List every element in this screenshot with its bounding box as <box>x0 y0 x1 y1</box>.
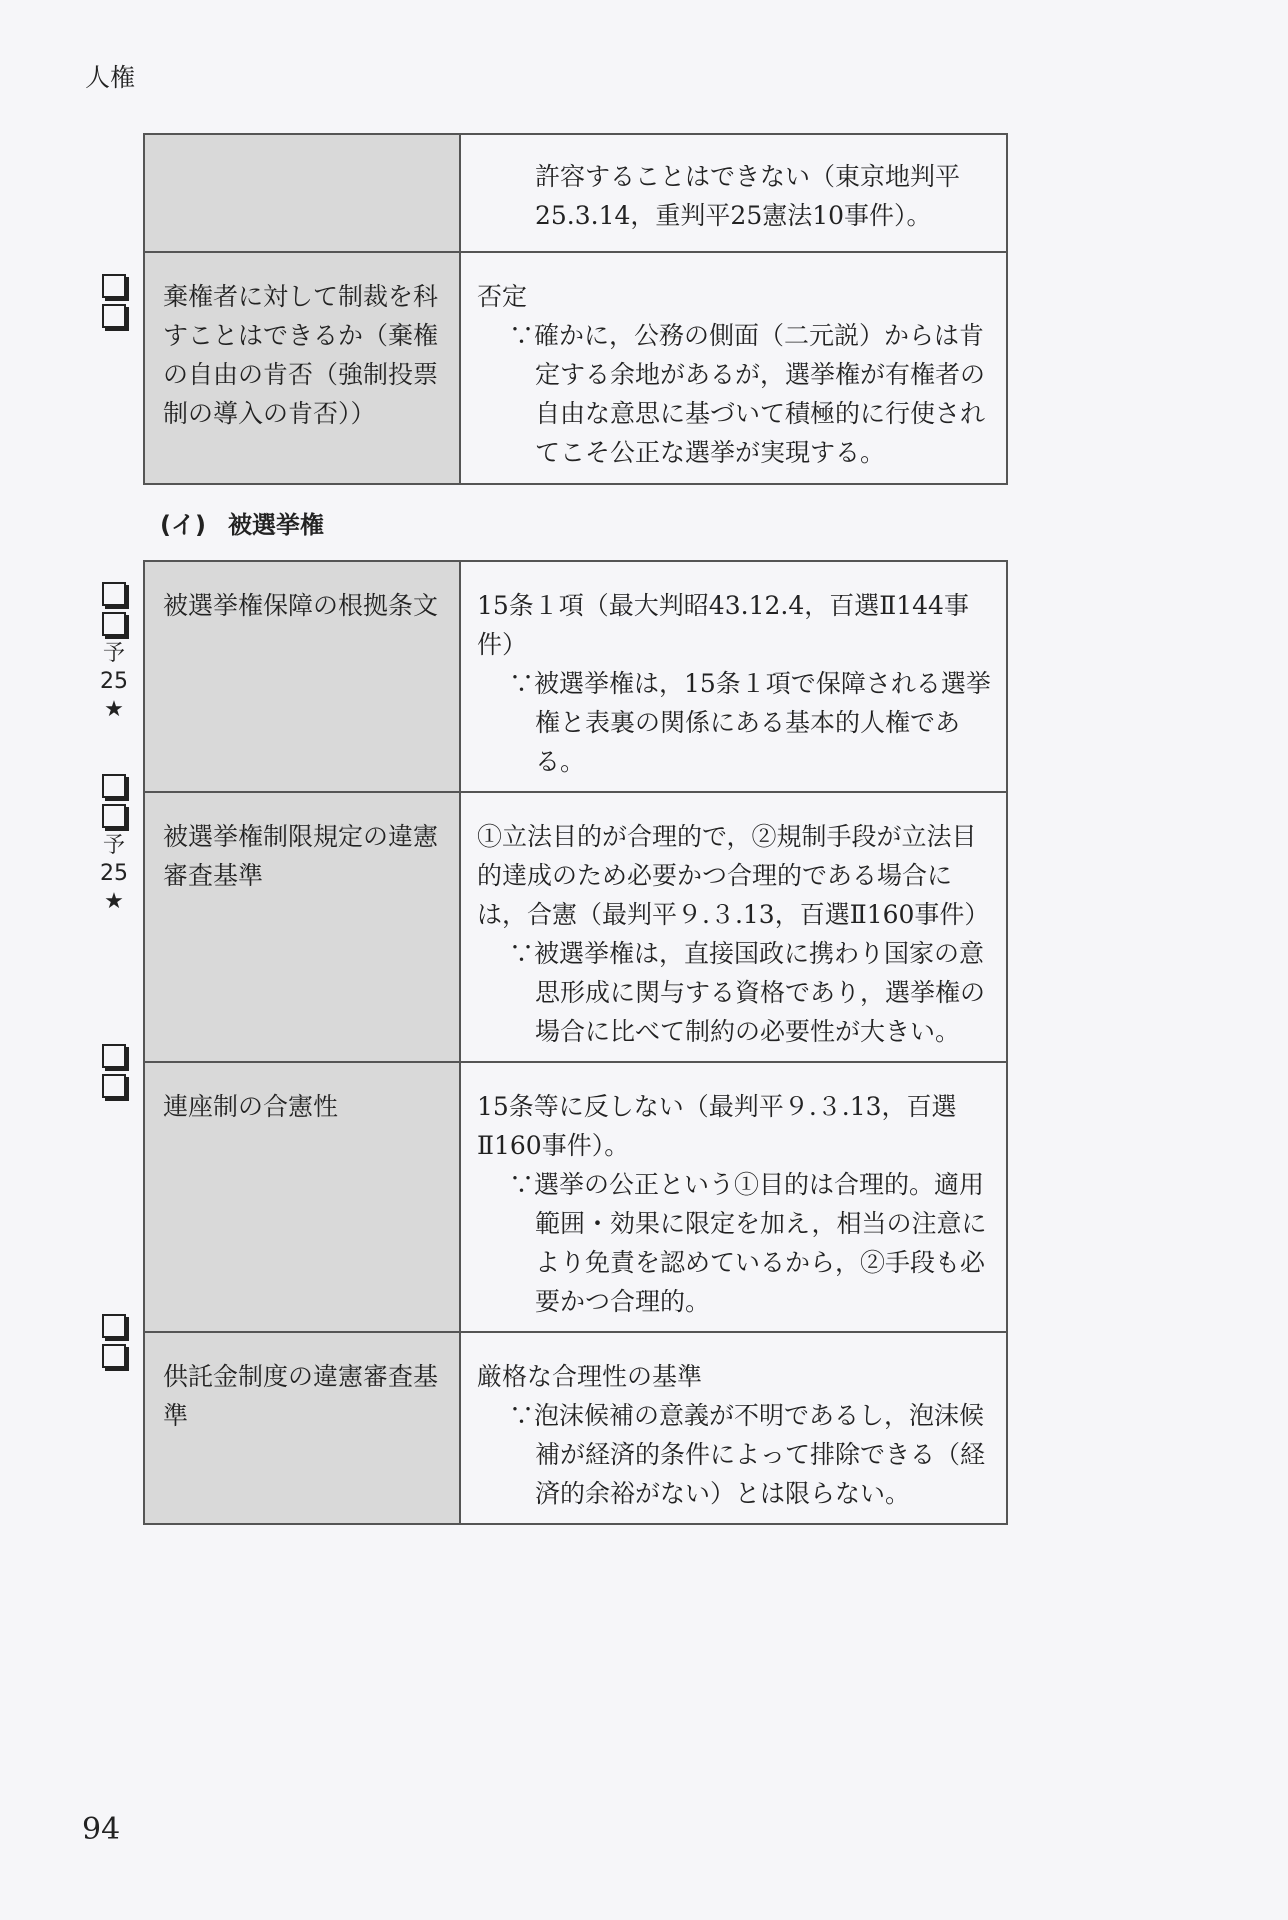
checkbox-icon[interactable] <box>102 804 126 828</box>
subsection-heading <box>160 505 346 540</box>
table-row-content <box>460 561 1007 792</box>
table-row-content <box>460 1332 1007 1524</box>
answer-text: 否定 <box>477 282 528 311</box>
table-row-label: 被選挙権保障の根拠条文 <box>144 561 460 792</box>
row-marker <box>100 1038 128 1102</box>
answer-text: 15条等に反しない（最判平９.３.13，百選Ⅱ160事件）。 <box>477 1092 957 1160</box>
exam-year: 25 <box>100 861 128 886</box>
table-row <box>144 134 1007 252</box>
checkbox-icon[interactable] <box>102 1044 126 1068</box>
reason-text: ∵選挙の公正という①目的は合理的。適用範囲・効果に限定を加え，相当の注意により免責を認めているから，②手段も必要かつ合理的。 <box>509 1170 987 1316</box>
star-icon: ★ <box>104 697 124 722</box>
table-row <box>144 792 1007 1062</box>
table-row <box>144 1062 1007 1332</box>
reason-text: ∵被選挙権は，直接国政に携わり国家の意思形成に関与する資格であり，選挙権の場合に比べて制約の必要性が大きい。 <box>509 939 986 1046</box>
reason-text: ∵泡沫候補の意義が不明であるし，泡沫候補が経済的条件によって排除できる（経済的余裕がない）とは限らない。 <box>509 1401 986 1508</box>
answer-text: ①立法目的が合理的で，②規制手段が立法目的達成のため必要かつ合理的である場合には，合憲（最判平９.３.13，百選Ⅱ160事件） <box>477 822 990 929</box>
row-marker <box>100 268 128 332</box>
table-row-label: 連座制の合憲性 <box>144 1062 460 1332</box>
table-row-content <box>460 134 1007 252</box>
rights-table-1 <box>143 133 1008 485</box>
exam-year: 25 <box>100 669 128 694</box>
row-marker <box>100 576 128 724</box>
reason-text: ∵確かに，公務の側面（二元説）からは肯定する余地があるが，選挙権が有権者の自由な意思に基づいて積極的に行使されてこそ公正な選挙が実現する。 <box>509 321 986 467</box>
checkbox-icon[interactable] <box>102 304 126 328</box>
rights-table-2 <box>143 560 1008 1525</box>
checkbox-icon[interactable] <box>102 612 126 636</box>
checkbox-icon[interactable] <box>102 582 126 606</box>
page-number: 94 <box>82 1812 121 1847</box>
exam-label: 予 <box>102 833 125 858</box>
checkbox-icon[interactable] <box>102 274 126 298</box>
checkbox-icon[interactable] <box>102 1314 126 1338</box>
checkbox-icon[interactable] <box>102 1074 126 1098</box>
row-marker <box>100 1308 128 1372</box>
table-row-label: 棄権者に対して制裁を科すことはできるか（棄権の自由の肯否（強制投票制の導入の肯否）） <box>144 252 460 484</box>
reason-text: ∵被選挙権は，15条１項で保障される選挙権と表裏の関係にある基本的人権である。 <box>509 669 991 776</box>
subsection-number: (イ) <box>160 511 206 539</box>
table-row-content <box>460 1062 1007 1332</box>
subsection-title: 被選挙権 <box>227 511 324 539</box>
exam-label: 予 <box>102 641 125 666</box>
table-row-label: 被選挙権制限規定の違憲審査基準 <box>144 792 460 1062</box>
continuation-text: 許容することはできない（東京地判平25.3.14，重判平25憲法10事件）。 <box>535 162 961 230</box>
checkbox-icon[interactable] <box>102 774 126 798</box>
section-header: 人権 <box>85 63 136 92</box>
star-icon: ★ <box>104 889 124 914</box>
table-row <box>144 1332 1007 1524</box>
row-marker <box>100 768 128 916</box>
table-row <box>144 252 1007 484</box>
table-row-label: 供託金制度の違憲審査基準 <box>144 1332 460 1524</box>
table-row-content <box>460 792 1007 1062</box>
checkbox-icon[interactable] <box>102 1344 126 1368</box>
table-row <box>144 561 1007 792</box>
table-row-content <box>460 252 1007 484</box>
answer-text: 15条１項（最大判昭43.12.4，百選Ⅱ144事件） <box>477 591 969 659</box>
answer-text: 厳格な合理性の基準 <box>477 1362 703 1391</box>
table-row-label-empty <box>144 134 460 252</box>
